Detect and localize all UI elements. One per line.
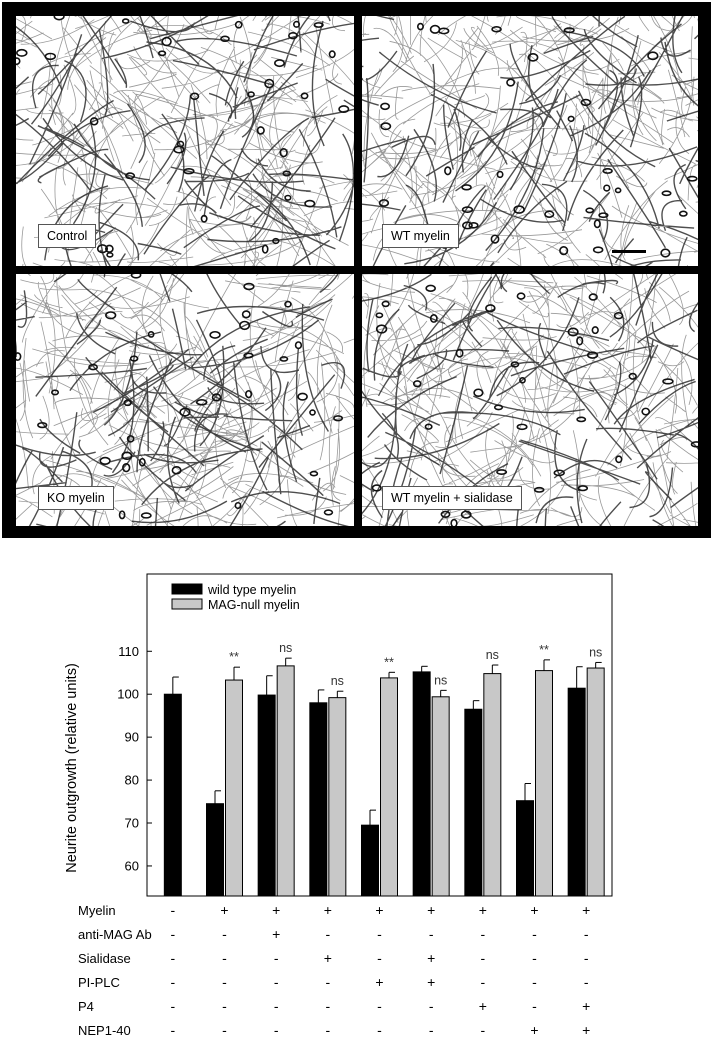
bar-wild-type — [310, 703, 327, 896]
panel-label-wt-myelin-sialidase: WT myelin + sialidase — [382, 486, 522, 510]
condition-symbol: - — [583, 926, 589, 942]
cell-body — [16, 58, 20, 64]
y-tick-label: 60 — [124, 858, 139, 874]
cell-body — [616, 456, 622, 462]
micrograph-wt-myelin — [362, 16, 698, 266]
cell-body — [382, 301, 389, 306]
bar-wild-type — [164, 694, 181, 896]
condition-symbol: - — [325, 926, 331, 942]
significance-label: ** — [384, 655, 394, 670]
condition-row-label: P4 — [78, 999, 94, 1014]
condition-symbol: - — [480, 926, 486, 942]
cell-body — [263, 245, 268, 253]
condition-symbol: - — [222, 998, 227, 1014]
cell-body — [495, 405, 503, 409]
bar-mag-null — [226, 680, 243, 896]
cell-body — [586, 208, 593, 212]
condition-symbol: - — [325, 974, 331, 990]
bar-mag-null — [587, 668, 604, 896]
condition-symbol: - — [532, 950, 537, 966]
condition-symbol: + — [427, 950, 436, 966]
micrograph-wt-myelin-sialidase — [362, 274, 698, 526]
bar-wild-type — [517, 801, 534, 896]
cell-body — [451, 520, 457, 526]
cell-body — [469, 223, 478, 228]
bar-mag-null — [432, 697, 449, 896]
cell-body — [680, 211, 687, 216]
panel-label-ko-myelin: KO myelin — [38, 486, 114, 510]
significance-label: ns — [279, 641, 293, 656]
legend-label-mag-null: MAG-null myelin — [208, 598, 300, 612]
condition-symbol: - — [170, 902, 176, 918]
cell-body — [568, 116, 573, 121]
condition-symbol: + — [220, 902, 229, 918]
cell-body — [554, 470, 564, 475]
condition-symbol: - — [222, 950, 227, 966]
cell-body — [535, 488, 544, 492]
cell-body — [445, 167, 451, 174]
significance-label: ** — [229, 650, 239, 665]
cell-body — [123, 19, 129, 23]
cell-body — [688, 177, 697, 181]
legend-swatch-wild-type — [172, 584, 202, 594]
y-tick-label: 100 — [117, 686, 139, 702]
cell-body — [221, 36, 229, 41]
bar-wild-type — [362, 825, 379, 896]
bar-wild-type — [568, 688, 585, 896]
condition-symbol: + — [582, 1022, 591, 1038]
bar-mag-null — [484, 674, 501, 896]
condition-symbol: - — [532, 926, 537, 942]
cell-body — [545, 211, 554, 217]
y-tick-label: 110 — [118, 643, 139, 659]
cell-body — [426, 285, 435, 291]
cell-body — [140, 459, 145, 466]
cell-body — [298, 393, 307, 400]
condition-symbol: + — [323, 902, 332, 918]
bar-wild-type — [465, 709, 482, 896]
bar-mag-null — [277, 666, 294, 896]
significance-label: ns — [434, 673, 448, 688]
condition-symbol: + — [530, 902, 539, 918]
cell-body — [296, 342, 302, 348]
cell-body — [243, 311, 250, 318]
significance-label: ns — [589, 645, 603, 660]
condition-symbol: - — [377, 950, 382, 966]
condition-row-label: Sialidase — [78, 951, 131, 966]
cell-body — [463, 207, 473, 212]
cell-body — [310, 472, 317, 476]
cell-body — [120, 511, 125, 518]
cell-body — [431, 26, 440, 33]
significance-label: ns — [485, 648, 499, 663]
y-tick-label: 80 — [124, 772, 139, 788]
cell-body — [663, 379, 673, 384]
condition-symbol: - — [325, 998, 331, 1014]
condition-symbol: + — [375, 902, 384, 918]
condition-row-label: Myelin — [78, 903, 116, 918]
legend-label-wild-type: wild type myelin — [208, 583, 297, 597]
condition-symbol: - — [273, 974, 279, 990]
condition-symbol: + — [478, 902, 487, 918]
cell-body — [38, 423, 47, 428]
bar-mag-null — [329, 698, 346, 896]
condition-symbol: + — [323, 950, 332, 966]
cell-body — [462, 185, 471, 190]
cell-body — [604, 185, 610, 191]
condition-symbol: + — [427, 902, 436, 918]
panel-label-control: Control — [38, 224, 96, 248]
condition-symbol: + — [375, 974, 384, 990]
cell-body — [592, 327, 598, 333]
significance-label: ns — [330, 674, 344, 689]
cell-body — [100, 458, 110, 465]
cell-body — [373, 485, 382, 491]
cell-body — [197, 400, 207, 405]
panel-label-wt-myelin: WT myelin — [382, 224, 459, 248]
cell-body — [577, 417, 585, 421]
cell-body — [603, 169, 612, 173]
condition-row-label: PI-PLC — [78, 975, 120, 990]
cell-body — [517, 293, 524, 299]
y-tick-label: 90 — [124, 729, 139, 745]
condition-symbol: - — [583, 974, 589, 990]
micrograph-panel-grid — [2, 2, 711, 538]
condition-symbol: - — [377, 1022, 382, 1038]
cell-body — [54, 16, 64, 20]
cell-body — [595, 220, 600, 227]
condition-symbol: - — [480, 1022, 486, 1038]
cell-body — [381, 103, 389, 109]
condition-symbol: + — [272, 926, 281, 942]
bar-mag-null — [381, 678, 398, 896]
cell-body — [662, 191, 670, 195]
cell-body — [616, 188, 621, 192]
condition-symbol: - — [325, 1022, 331, 1038]
cell-body — [310, 410, 315, 415]
cell-body — [629, 374, 636, 380]
cell-body — [107, 253, 113, 257]
condition-symbol: - — [377, 926, 382, 942]
condition-symbol: + — [478, 998, 487, 1014]
cell-body — [577, 337, 583, 345]
condition-symbol: + — [530, 1022, 539, 1038]
bar-wild-type — [413, 672, 430, 896]
bar-mag-null — [536, 671, 553, 896]
cell-body — [329, 51, 334, 57]
condition-row-label: anti-MAG Ab — [78, 927, 152, 942]
cell-body — [507, 79, 514, 86]
condition-symbol: - — [170, 998, 176, 1014]
cell-body — [517, 424, 526, 429]
condition-symbol: - — [170, 1022, 176, 1038]
condition-symbol: - — [273, 950, 279, 966]
condition-symbol: - — [222, 974, 227, 990]
condition-symbol: - — [480, 974, 486, 990]
cell-body — [474, 389, 483, 396]
condition-symbol: - — [273, 1022, 279, 1038]
cell-body — [210, 332, 220, 338]
condition-symbol: + — [582, 902, 591, 918]
condition-symbol: - — [428, 998, 434, 1014]
y-tick-label: 70 — [124, 815, 139, 831]
condition-symbol: - — [170, 950, 176, 966]
cell-body — [275, 60, 284, 66]
significance-label: ** — [539, 642, 549, 657]
condition-row-label: NEP1-40 — [78, 1023, 131, 1038]
legend-swatch-mag-null — [172, 599, 202, 609]
condition-symbol: + — [582, 998, 591, 1014]
condition-symbol: - — [222, 926, 227, 942]
condition-symbol: - — [273, 998, 279, 1014]
cell-body — [17, 50, 27, 56]
y-axis-label: Neurite outgrowth (relative units) — [64, 663, 80, 873]
cell-body — [439, 28, 449, 33]
cell-body — [425, 424, 431, 429]
condition-symbol: - — [377, 998, 382, 1014]
cell-body — [324, 510, 332, 515]
bar-wild-type — [207, 804, 224, 896]
micrograph-ko-myelin — [16, 274, 354, 526]
condition-symbol: - — [428, 1022, 434, 1038]
neurite-outgrowth-bar-chart — [0, 560, 719, 1052]
cell-body — [235, 503, 240, 509]
cell-body — [162, 38, 171, 46]
cell-body — [244, 284, 254, 290]
condition-symbol: - — [532, 998, 537, 1014]
condition-symbol: + — [427, 974, 436, 990]
cell-body — [642, 408, 649, 414]
micrograph-control — [16, 16, 354, 266]
cell-body — [285, 195, 291, 200]
cell-body — [594, 247, 603, 252]
bar-wild-type — [258, 695, 275, 896]
condition-symbol: - — [480, 950, 486, 966]
condition-symbol: + — [272, 902, 281, 918]
scale-bar — [612, 250, 646, 253]
condition-symbol: - — [583, 950, 589, 966]
condition-symbol: - — [222, 1022, 227, 1038]
cell-body — [661, 249, 669, 257]
condition-symbol: - — [428, 926, 434, 942]
condition-symbol: - — [532, 974, 537, 990]
condition-symbol: - — [170, 974, 176, 990]
condition-symbol: - — [170, 926, 176, 942]
cell-body — [142, 513, 151, 518]
